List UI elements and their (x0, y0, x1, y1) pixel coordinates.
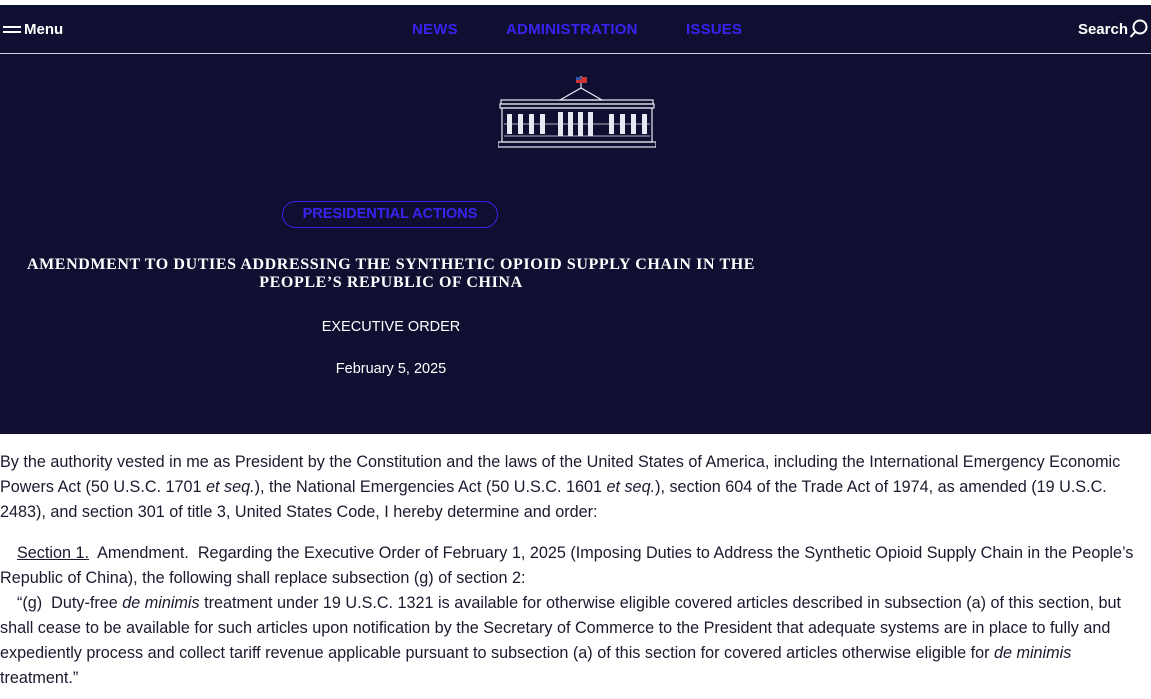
paragraph-authority: By the authority vested in me as President by the Constitution and the laws of the United States of America, including the International Emergency Economic Powers Act (50 U.S.C. 1701 et seq.), the National Emergencies Act (50 U.S.C. 1601 et seq.), section 604 of the Trade Act of 1974, as amended (19 U.S.C. 2483), and section 301 of title 3, United States Code, I hereby determine and order: (0, 453, 1121, 521)
paragraph-subsection-g: “(g) Duty-free de minimis treatment under 19 U.S.C. 1321 is available for otherwise eligible covered articles described in subsection (a) of this section, but shall cease to be available for such articles upon notification by the Secretary of Commerce to the President that adequate systems are in place to fully and expediently process and collect tariff revenue applicable pursuant to subsection (a) of this section for covered articles otherwise eligible for de minimis treatment.” (0, 594, 1121, 687)
hamburger-icon (3, 24, 21, 36)
paragraph-section-1: Section 1. Amendment. Regarding the Executive Order of February 1, 2025 (Imposing Duties to Address the Synthetic Opioid Supply Chain in the People’s Republic of China), the following shall replace subsection (g) of section 2: (0, 544, 1138, 587)
search-icon (1129, 19, 1149, 39)
menu-button[interactable] (3, 21, 63, 38)
search-label: Search (1077, 20, 1128, 38)
nav-issues[interactable]: ISSUES (686, 21, 743, 38)
article-body (0, 450, 1151, 691)
section-label: Section 1. (17, 544, 89, 562)
nav-administration[interactable]: ADMINISTRATION (506, 21, 638, 38)
category-pill[interactable]: PRESIDENTIAL ACTIONS (282, 201, 498, 228)
white-house-logo (498, 74, 656, 150)
document-type: EXECUTIVE ORDER (321, 319, 461, 335)
flag-icon (576, 76, 587, 88)
publish-date: February 5, 2025 (335, 361, 447, 377)
page-title: AMENDMENT TO DUTIES ADDRESSING THE SYNTHETIC OPIOID SUPPLY CHAIN IN THE PEOPLE’S REPUBLIC OF CHINA (26, 256, 756, 291)
hero-banner (0, 54, 1151, 434)
nav-news[interactable]: NEWS (412, 21, 458, 38)
search-button[interactable] (1078, 19, 1149, 39)
menu-label: Menu (24, 21, 64, 38)
top-nav-bar (0, 5, 1151, 54)
